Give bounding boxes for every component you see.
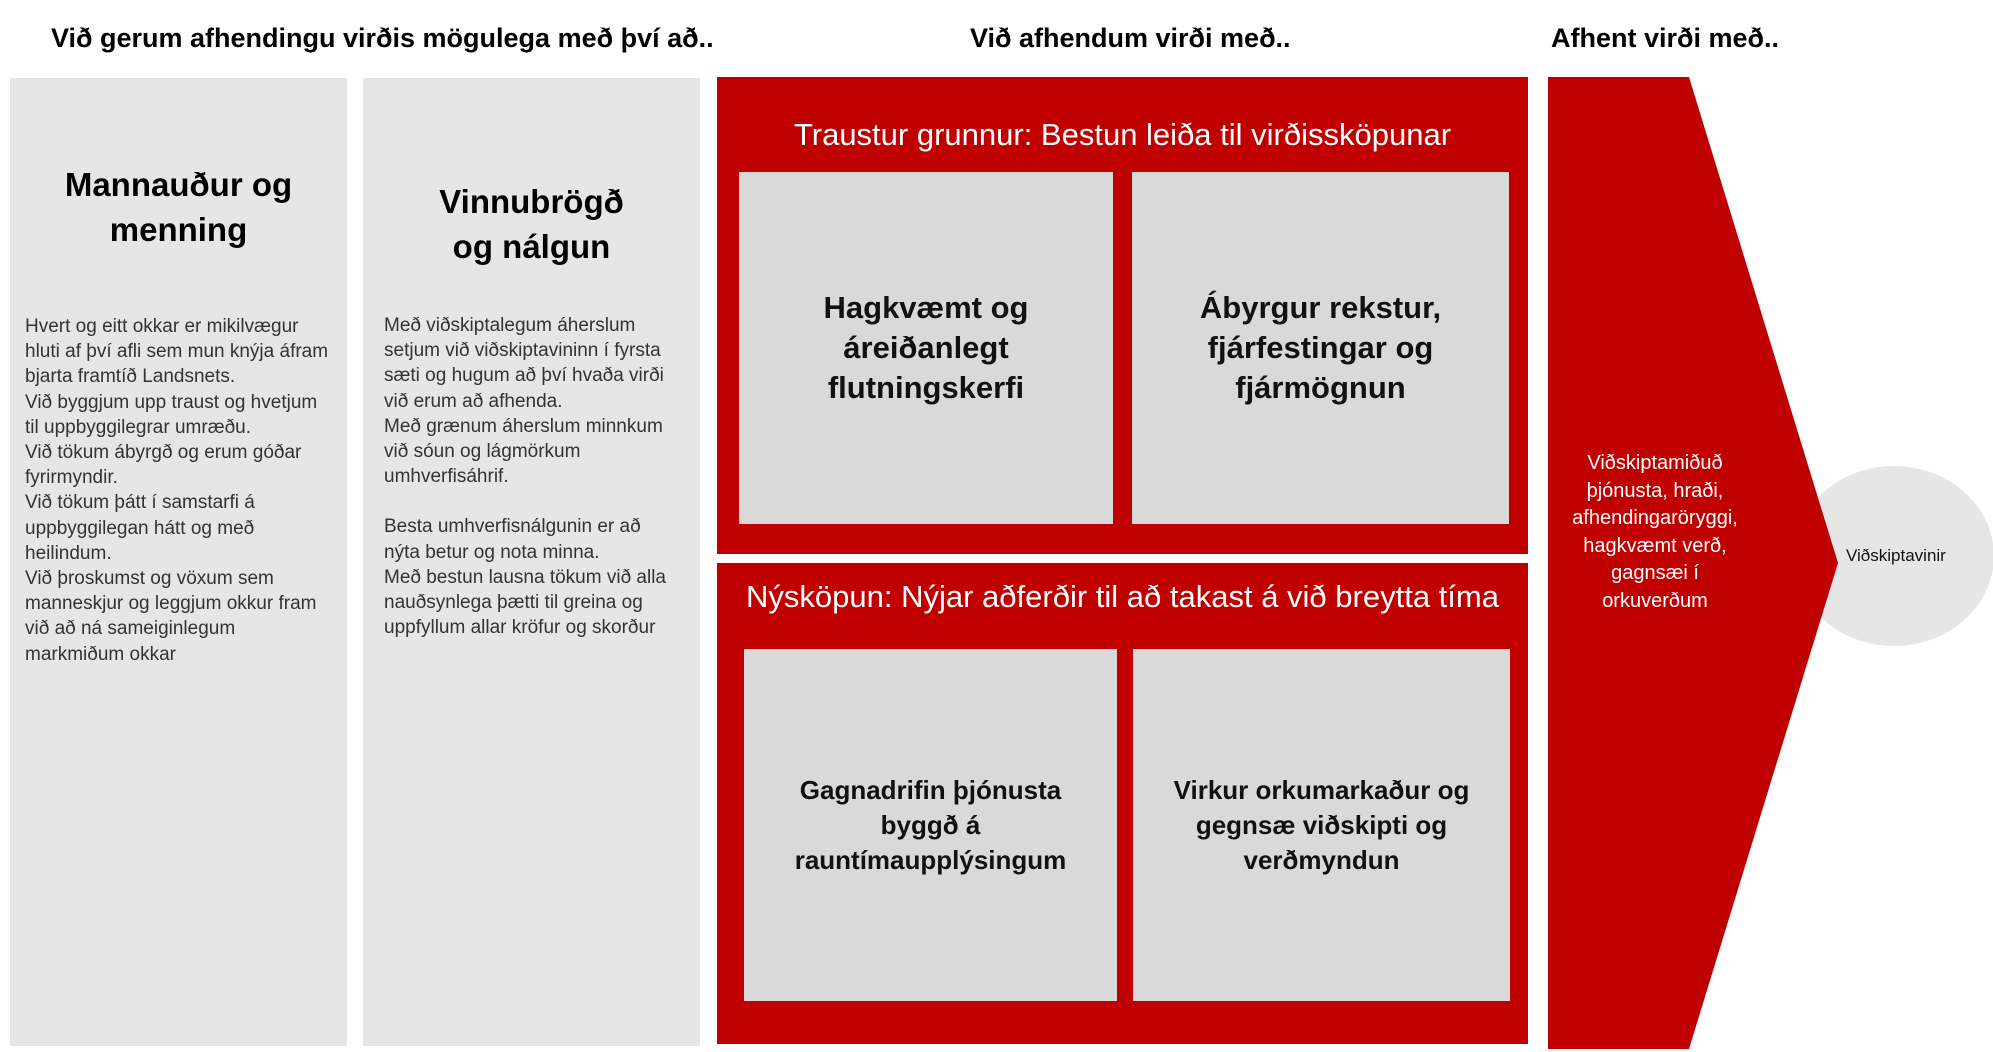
header-enable: Við gerum afhendingu virðis mögulega með því að.. xyxy=(51,23,714,53)
innovation-title: Nýsköpun: Nýjar aðferðir til að takast á við breytta tíma xyxy=(746,579,1499,614)
chevron-line: hagkvæmt verð, xyxy=(1583,534,1727,557)
body-line: manneskjur og leggjum okkur fram xyxy=(25,593,317,615)
body-line: Við þroskumst og vöxum sem xyxy=(25,568,274,590)
delivered-value-text xyxy=(1548,450,1762,616)
title-line: Vinnubrögð xyxy=(439,183,624,220)
box-line: Hagkvæmt og xyxy=(823,290,1029,325)
box-line: Gagnadrifin þjónusta xyxy=(799,774,1062,805)
body-line: Með bestun lausna tökum við alla xyxy=(384,566,666,588)
body-line: við sóun og lágmörkum xyxy=(384,441,581,463)
box-line: byggð á xyxy=(880,809,981,840)
box-line: áreiðanlegt xyxy=(843,330,1009,365)
body-line: við erum að afhenda. xyxy=(384,390,563,412)
title-line: og nálgun xyxy=(452,228,611,265)
box-line: flutningskerfi xyxy=(827,370,1025,405)
box-line: Virkur orkumarkaður og xyxy=(1173,774,1470,805)
title-line: menning xyxy=(109,211,248,248)
foundation-title: Traustur grunnur: Bestun leiða til virðissköpunar xyxy=(793,117,1452,152)
body-line: uppbyggilegan hátt og með xyxy=(25,517,255,539)
body-line: nauðsynlega þætti til greina og xyxy=(384,592,643,614)
body-line: nýta betur og nota minna. xyxy=(384,541,600,563)
body-line: bjarta framtíð Landsnets. xyxy=(25,366,236,388)
header-deliver: Við afhendum virði með.. xyxy=(970,23,1291,53)
body-line: Með grænum áherslum minnkum xyxy=(384,415,663,437)
body-line: markmiðum okkar xyxy=(25,643,176,665)
chevron-line: þjónusta, hraði, xyxy=(1586,479,1724,502)
body-line: fyrirmyndir. xyxy=(25,467,118,489)
body-line: við að ná sameiginlegum xyxy=(25,618,236,640)
body-line: setjum við viðskiptavininn í fyrsta xyxy=(384,340,661,362)
box-line: fjárfestingar og xyxy=(1207,330,1434,365)
header-delivered: Afhent virði með.. xyxy=(1551,23,1780,53)
chevron-line: afhendingaröryggi, xyxy=(1572,507,1738,530)
body-line: Við tökum ábyrgð og erum góðar xyxy=(25,442,302,464)
chevron-line: gagnsæi í xyxy=(1611,562,1699,585)
body-line: Við tökum þátt í samstarfi á xyxy=(25,492,255,514)
body-line: Með viðskiptalegum áherslum xyxy=(384,315,636,336)
body-line: uppfyllum allar kröfur og skorður xyxy=(384,617,656,639)
body-line: Hvert og eitt okkar er mikilvægur xyxy=(25,316,299,337)
title-line: Mannauður og xyxy=(64,166,293,203)
chevron-line: Viðskiptamiðuð xyxy=(1587,452,1723,474)
body-line: hluti af því afli sem mun knýja áfram xyxy=(25,341,329,363)
body-line: umhverfisáhrif. xyxy=(384,466,509,488)
box-line: Ábyrgur rekstur, xyxy=(1199,290,1442,325)
box-line: gegnsæ viðskipti og xyxy=(1195,809,1448,840)
box-line: rauntímaupplýsingum xyxy=(794,844,1067,875)
customer-label: Viðskiptavinir xyxy=(1846,546,1946,565)
body-line: heilindum. xyxy=(25,542,112,564)
body-line: sæti og hugum að því hvaða virði xyxy=(384,365,664,387)
box-line: fjármögnun xyxy=(1235,370,1406,405)
body-line: Besta umhverfisnálgunin er að xyxy=(384,516,641,538)
box-line: verðmyndun xyxy=(1243,844,1400,875)
chevron-line: orkuverðum xyxy=(1602,589,1708,612)
body-line: til uppbyggilegrar umræðu. xyxy=(25,416,252,438)
body-line: Við byggjum upp traust og hvetjum xyxy=(25,391,318,413)
